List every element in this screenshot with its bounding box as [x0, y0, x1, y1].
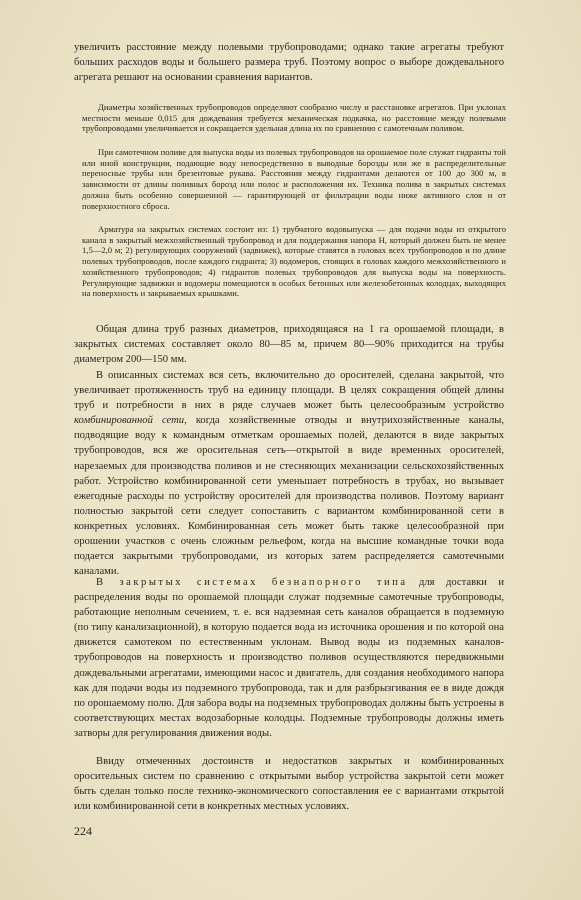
page-number: 224: [74, 824, 92, 838]
small-paragraph-diameters: Диаметры хозяйственных трубопроводов определяют сообразно числу и расстановке агрегатов. При уклонах местности меньше 0,015 для дождевания требуется механическая подкачка, но расстояние между полевыми трубопроводами увеличивается и сокращается удельная длина их по сравнению с самотечным поливом.: [82, 102, 506, 134]
paragraph-pipe-length: Общая длина труб разных диаметров, приходящаяся на 1 га орошаемой площади, в закрытых системах составляет около 80—85 м, причем 80—90% приходится на трубы диаметром 200—150 мм.: [74, 324, 504, 366]
gravity-systems-text: для доставки и распределения воды по орошаемой площади служат подземные самотечные трубопроводы, работающие неполным сечением, т. е. вся надземная сеть каналов обращается в подземную (по типу канализационной), в которую подается вода из источника орошения и по которой она движется самотеком по естественным уклонам. Вывод воды из подземных каналов-трубопроводов на поверхность и производство поливов осуществляются передвижными дождевальными агрегатами, имеющими насос и двигатель, для создания необходимого напора как для подачи воды из подземного трубопровода, так и для разбрызгивания ее в виде дождя по орошаемому полю. Для забора воды на подземных трубопроводах должны быть устроены в соответствующих местах водозаборные колодцы. Подземные трубопроводы должны иметь затворы для регулирования движения воды.: [74, 577, 504, 739]
top-paragraph: увеличить расстояние между полевыми трубопроводами; однако такие агрегаты требуют больших расходов воды и большего размера труб. Поэтому вопрос о выборе дождевального агрегата решают на основании сравнения вариантов.: [74, 42, 504, 84]
small-paragraph-hydrants: При самотечном поливе для выпуска воды из полевых трубопроводов на орошаемое поле служат гидранты той или иной конструкции, подающие воду непосредственно в выводные борозды или же в распределительные переносные трубы или брезентовые рукава. Расстояния между гидрантами делаются от 100 до 300 м, в зависимости от длины поливных борозд или полос и расположения их. Техника полива в закрытых системах должна быть особенно совершенной — гарантирующей от фильтрации воды ниже активного слоя и от поверхностного сброса.: [82, 147, 506, 211]
gravity-systems-heading: В закрытых системах безнапорного типа: [96, 577, 408, 588]
combined-network-text-a: В описанных системах вся сеть, включительно до оросителей, сделана закрытой, что увеличивает протяженность труб на единицу площади. В целях сокращения общей длины труб и потребности в них в ряде случаев может быть целесообразным устройство: [74, 370, 504, 412]
combined-network-term: комбинированной сети: [74, 415, 185, 427]
combined-network-text-b: , когда хозяйственные отводы и внутрихозяйственные каналы, подводящие воду к командным отметкам орошаемых полей, делаются в виде закрытых трубопроводов, вся же оросительная сеть—открытой в виде временных оросителей, нарезаемых для производства поливов и не стесняющих механизации сельскохозяйственных работ. Устройство комбинированной сети уменьшает потребность в трубах, но вызывает ежегодные расходы по устройству оросителей для производства поливов. Поэтому вариант полностью закрытой сети следует сопоставить с вариантом комбинированной сети в конкретных условиях. Комбинированная сеть может быть также целесообразной при орошении участков с очень сложным рельефом, когда на высшие командные точки вода подается закрытыми трубопроводами, из которых затем распределяется самотечными каналами.: [74, 415, 504, 576]
paragraph-combined-network: [74, 368, 504, 576]
paragraph-conclusion: Ввиду отмеченных достоинств и недостатков закрытых и комбинированных оросительных систем по сравнению с открытыми выбор устройства закрытой сети может быть сделан только после технико-экономического сопоставления ее с вариантами открытой или комбинированной сети в конкретных местных условиях.: [74, 756, 504, 813]
small-paragraph-armature: Арматура на закрытых системах состоит из: 1) трубчатого водовыпуска — для подачи воды из открытого канала в закрытый межхозяйственный трубопровод и для поддержания напора H, который должен быть не менее 1,5—2,0 м; 2) регулирующих сооружений (задвижек), которые ставятся в головах всех трубопроводов и по длине полевых трубопроводов, после каждого гидранта; 3) водомеров, стоящих в головах каждого межхозяйственного и хозяйственного трубопроводов; 4) гидрантов полевых трубопроводов для выпуска воды на поверхность. Регулирующие задвижки и водомеры помещаются в особых бетонных или железобетонных колодцах, выходящих на поверхность и закрываемых крышками.: [82, 224, 506, 299]
paragraph-gravity-systems: [74, 575, 504, 753]
